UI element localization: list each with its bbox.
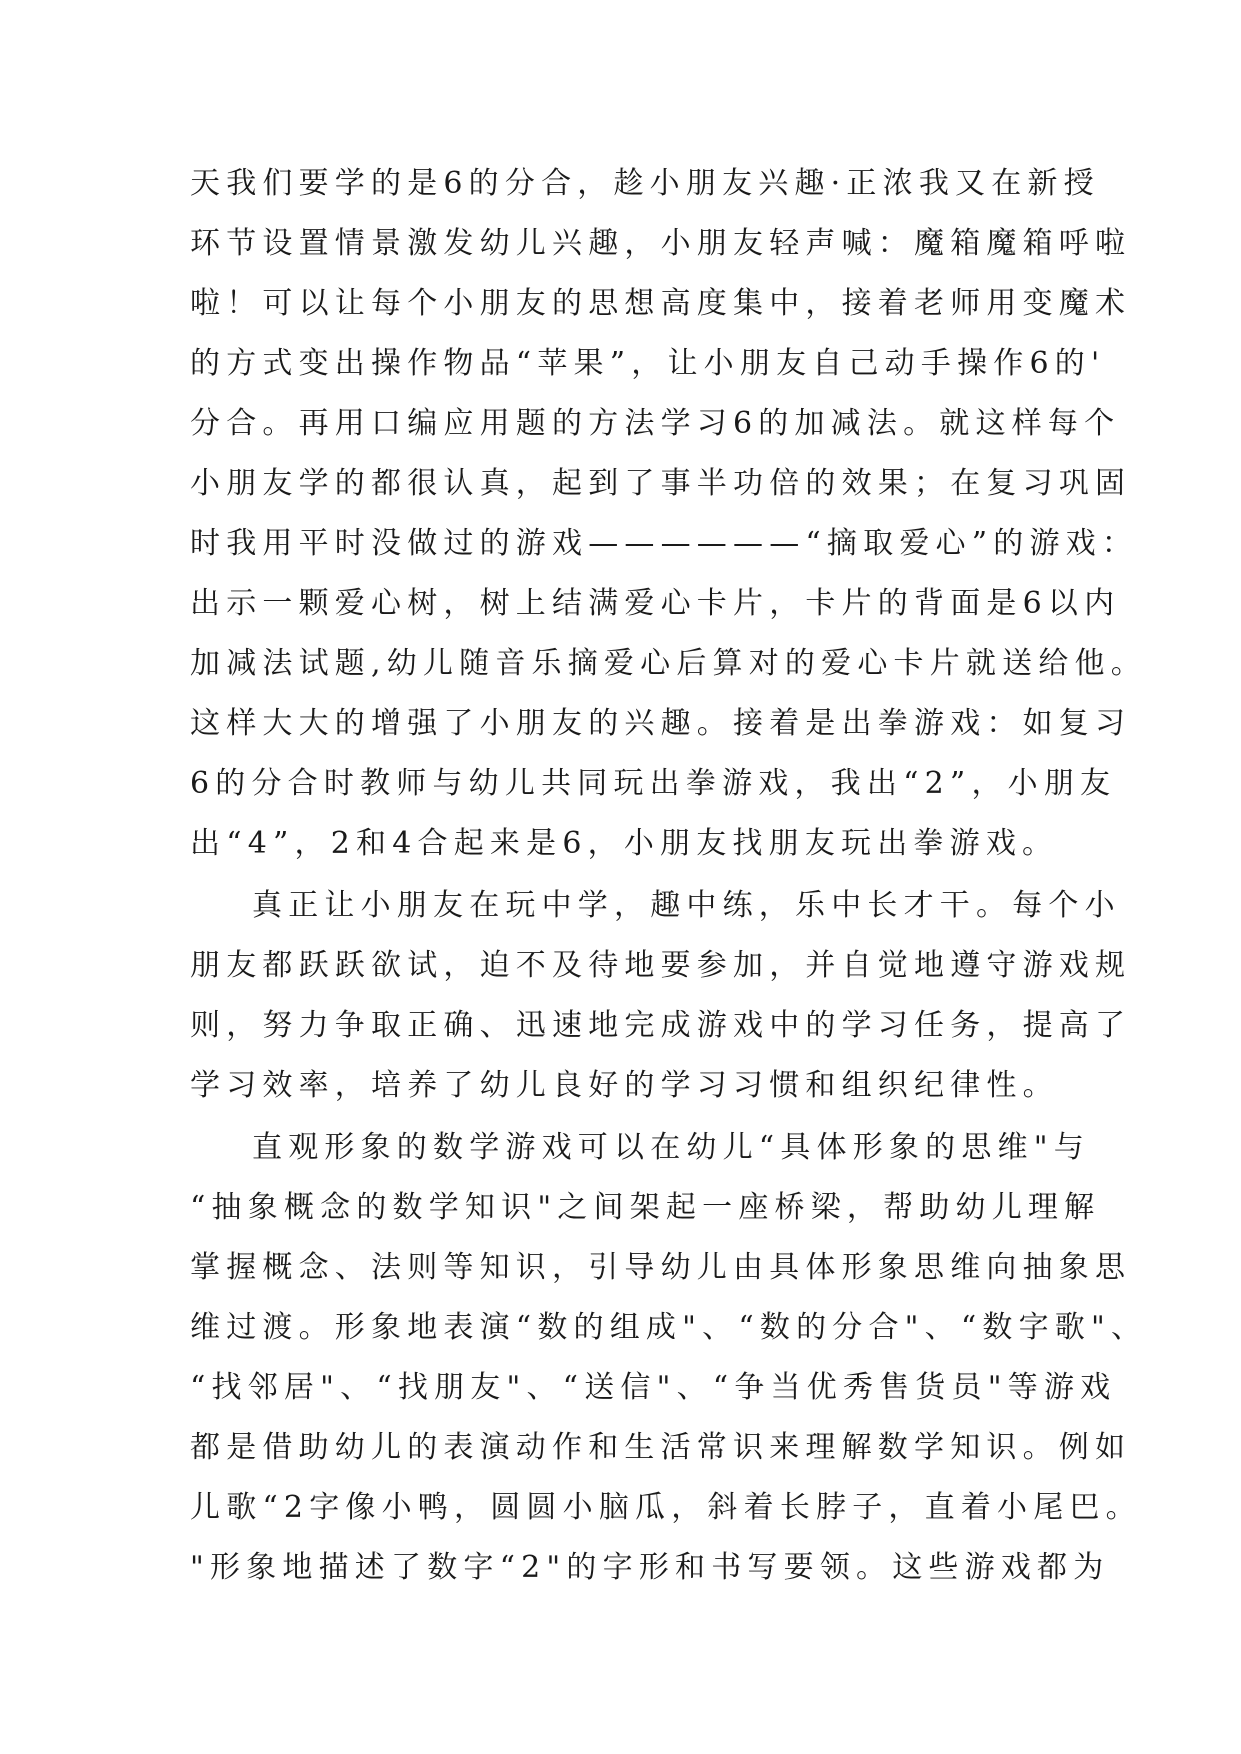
text-line: "形象地描述了数字“2"的字形和书写要领。这些游戏都为: [190, 1550, 1110, 1585]
text-line: 6的分合时教师与幼儿共同玩出拳游戏，我出“2”，小朋友: [190, 766, 1117, 801]
text-line: 天我们要学的是6的分合，趁小朋友兴趣·正浓我又在新授: [190, 166, 1100, 201]
text-line: 出示一颗爱心树，树上结满爱心卡片，卡片的背面是6以内: [190, 586, 1121, 621]
text-line: “找邻居"、“找朋友"、“送信"、“争当优秀售货员"等游戏: [190, 1370, 1117, 1405]
text-line: 啦！可以让每个小朋友的思想高度集中，接着老师用变魔术: [190, 286, 1132, 321]
text-line: 分合。再用口编应用题的方法学习6的加减法。就这样每个: [190, 406, 1121, 441]
text-line: 的方式变出操作物品“苹果”，让小朋友自己动手操作6的': [190, 346, 1106, 381]
text-line: 学习效率，培养了幼儿良好的学习习惯和组织纪律性。: [190, 1068, 1059, 1103]
text-line: 掌握概念、法则等知识，引导幼儿由具体形象思维向抽象思: [190, 1250, 1132, 1285]
text-line: 这样大大的增强了小朋友的兴趣。接着是出拳游戏：如复习: [190, 706, 1132, 741]
text-line: 环节设置情景激发幼儿兴趣，小朋友轻声喊：魔箱魔箱呼啦: [190, 226, 1132, 261]
text-line: 加减法试题,幼儿随音乐摘爱心后算对的爱心卡片就送给他。: [190, 646, 1147, 681]
text-line: “抽象概念的数学知识"之间架起一座桥梁，帮助幼儿理解: [190, 1190, 1101, 1225]
text-line: 维过渡。形象地表演“数的组成"、“数的分合"、“数字歌"、: [190, 1310, 1148, 1345]
text-line: 朋友都跃跃欲试，迫不及待地要参加，并自觉地遵守游戏规: [190, 948, 1132, 983]
text-line: 都是借助幼儿的表演动作和生活常识来理解数学知识。例如: [190, 1430, 1132, 1465]
text-line: 时我用平时没做过的游戏——————“摘取爱心”的游戏：: [190, 526, 1139, 561]
text-line: 小朋友学的都很认真，起到了事半功倍的效果；在复习巩固: [190, 466, 1132, 501]
text-line: 出“4”，2和4合起来是6，小朋友找朋友玩出拳游戏。: [190, 826, 1059, 861]
paragraph-first-line: 直观形象的数学游戏可以在幼儿“具体形象的思维"与: [252, 1130, 1090, 1165]
paragraph-first-line: 真正让小朋友在玩中学，趣中练，乐中长才干。每个小: [252, 888, 1121, 923]
text-line: 则，努力争取正确、迅速地完成游戏中的学习任务，提高了: [190, 1008, 1132, 1043]
text-line: 儿歌“2字像小鸭，圆圆小脑瓜，斜着长脖子，直着小尾巴。: [190, 1490, 1142, 1525]
